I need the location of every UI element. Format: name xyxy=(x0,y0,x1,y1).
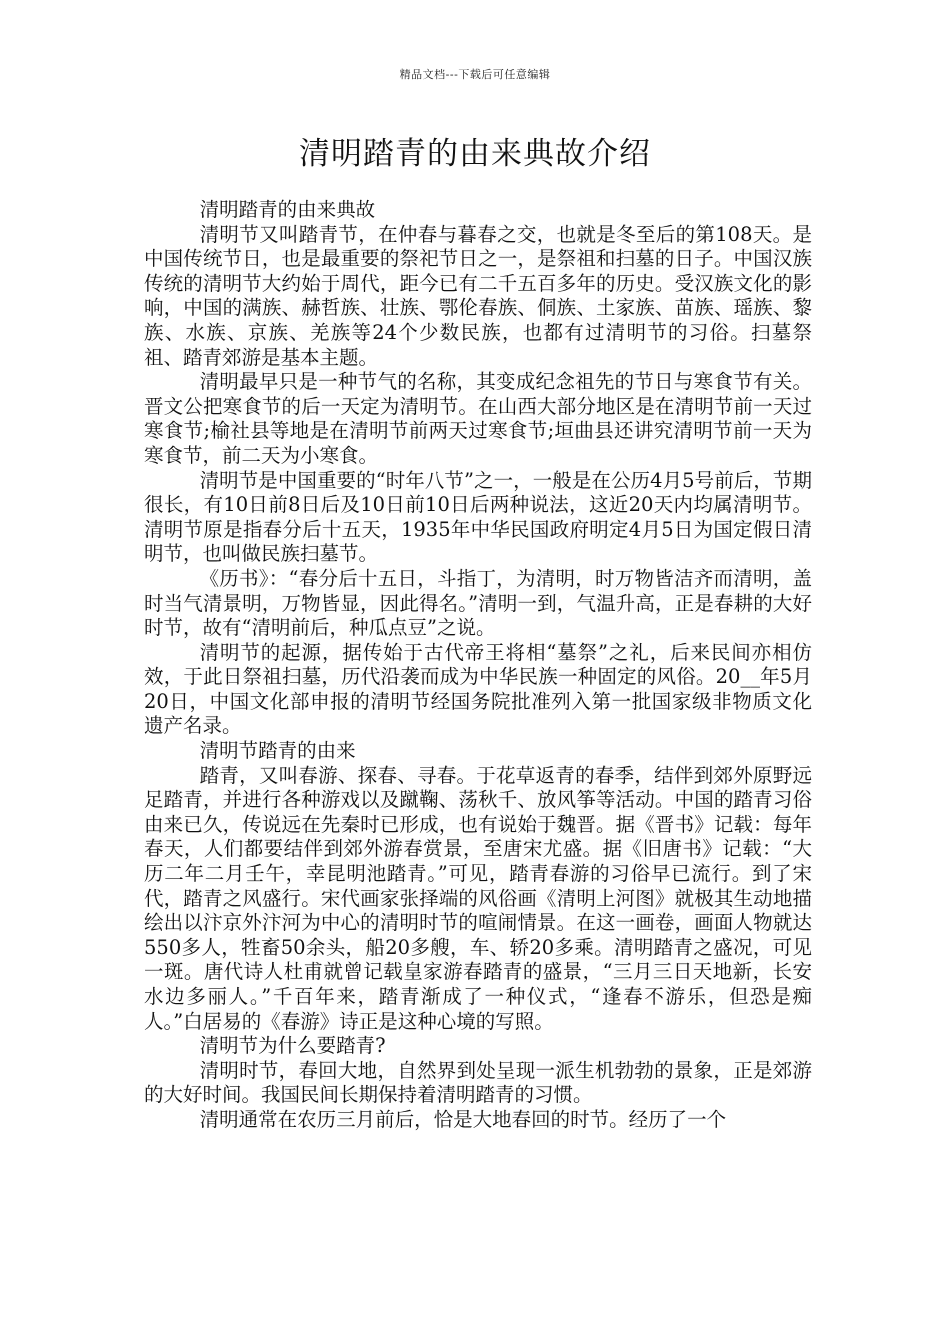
paragraph: 清明节是中国重要的“时年八节”之一，一般是在公历4月5号前后，节期很长，有10日前8日后及10日前10日后两种说法，这近20天内均属清明节。清明节原是指春分后十五天，1935年中华民国政府明定4月5日为国定假日清明节，也叫做民族扫墓节。 xyxy=(144,468,812,566)
document-body xyxy=(144,198,812,1133)
header-note: 精品文档---下载后可任意编辑 xyxy=(399,68,551,81)
paragraph: 踏青，又叫春游、探春、寻春。于花草返青的春季，结伴到郊外原野远足踏青，并进行各种游戏以及蹴鞠、荡秋千、放风筝等活动。中国的踏青习俗由来已久，传说远在先秦时已形成，也有说始于魏晋。据《晋书》记载：每年春天，人们都要结伴到郊外游春赏景，至唐宋尤盛。据《旧唐书》记载：“大历二年二月壬午，幸昆明池踏青。”可见，踏青春游的习俗早已流行。到了宋代，踏青之风盛行。宋代画家张择端的风俗画《清明上河图》就极其生动地描绘出以汴京外汴河为中心的清明时节的喧闹情景。在这一画卷，画面人物就达550多人，牲畜50余头，船20多艘，车、轿20多乘。清明踏青之盛况，可见一斑。唐代诗人杜甫就曾记载皇家游春踏青的盛景，“三月三日天地新，长安水边多丽人。”千百年来，踏青渐成了一种仪式，“逢春不游乐，但恐是痴人。”白居易的《春游》诗正是这种心境的写照。 xyxy=(144,763,812,1033)
paragraph: 清明节又叫踏青节，在仲春与暮春之交，也就是冬至后的第108天。是中国传统节日，也是最重要的祭祀节日之一，是祭祖和扫墓的日子。中国汉族传统的清明节大约始于周代，距今已有二千五百多年的历史。受汉族文化的影响，中国的满族、赫哲族、壮族、鄂伦春族、侗族、土家族、苗族、瑶族、黎族、水族、京族、羌族等24个少数民族，也都有过清明节的习俗。扫墓祭祖、踏青郊游是基本主题。 xyxy=(144,222,812,369)
paragraph: 清明通常在农历三月前后，恰是大地春回的时节。经历了一个 xyxy=(199,1107,727,1131)
paragraph: 清明时节，春回大地，自然界到处呈现一派生机勃勃的景象，正是郊游的大好时间。我国民间长期保持着清明踏青的习惯。 xyxy=(144,1058,812,1107)
paragraph: 《历书》：“春分后十五日，斗指丁，为清明，时万物皆洁齐而清明，盖时当气清景明，万物皆显，因此得名。”清明一到，气温升高，正是春耕的大好时节，故有“清明前后，种瓜点豆”之说。 xyxy=(144,566,812,640)
document-title: 清明踏青的由来典故介绍 xyxy=(299,136,651,172)
section-heading: 清明踏青的由来典故 xyxy=(199,198,376,221)
paragraph: 清明节的起源，据传始于古代帝王将相“墓祭”之礼，后来民间亦相仿效，于此日祭祖扫墓，历代沿袭而成为中华民族一种固定的风俗。20__年5月20日，中国文化部申报的清明节经国务院批准列入第一批国家级非物质文化遗产名录。 xyxy=(144,640,812,738)
paragraph: 清明最早只是一种节气的名称，其变成纪念祖先的节日与寒食节有关。晋文公把寒食节的后一天定为清明节。在山西大部分地区是在清明节前一天过寒食节;榆社县等地是在清明节前两天过寒食节;垣曲县还讲究清明节前一天为寒食节，前二天为小寒食。 xyxy=(144,370,812,467)
section-heading: 清明节踏青的由来 xyxy=(199,739,356,763)
section-heading: 清明节为什么要踏青? xyxy=(199,1034,386,1058)
